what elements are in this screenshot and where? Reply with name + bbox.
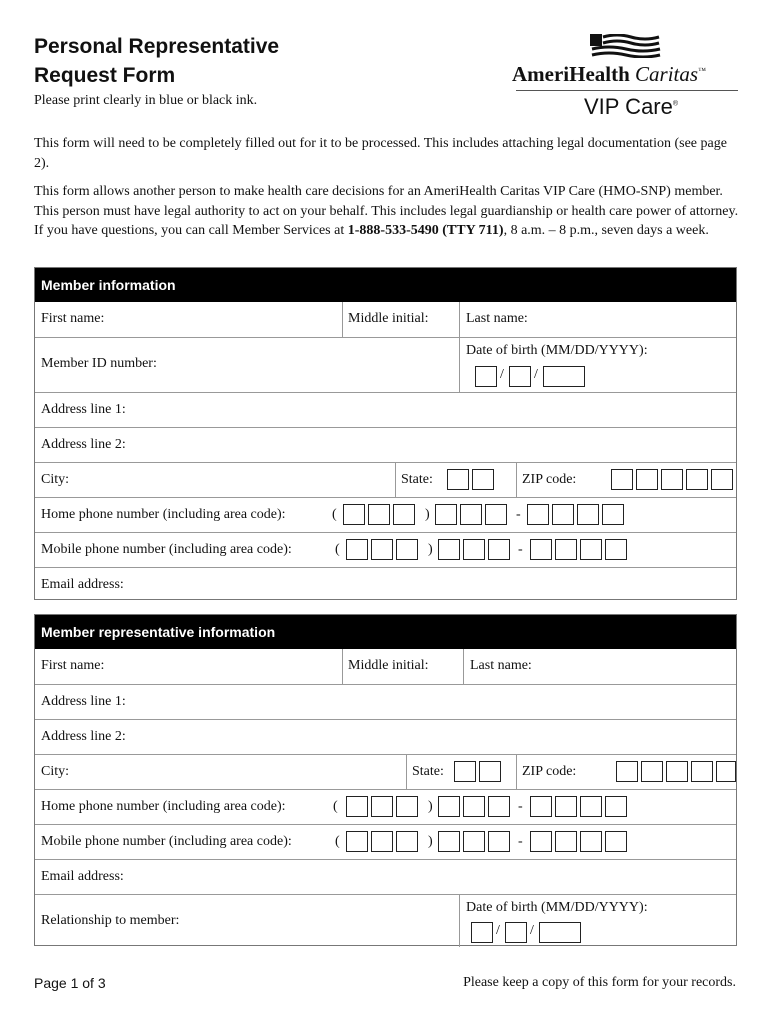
rep-city-field[interactable]: City: — [41, 764, 70, 779]
member-mobile-prefix-box[interactable] — [463, 539, 485, 560]
member-home-line-box[interactable] — [602, 504, 624, 525]
rep-mobile-area-box[interactable] — [371, 831, 393, 852]
member-state-box-2[interactable] — [472, 469, 494, 490]
member-home-area-box[interactable] — [393, 504, 415, 525]
phone-dash: - — [518, 799, 523, 814]
page-subtitle: Please print clearly in blue or black ink. — [34, 93, 258, 108]
logo-trademark: ™ — [698, 66, 706, 75]
member-home-area-box[interactable] — [343, 504, 365, 525]
phone-dash: - — [516, 507, 521, 522]
rep-home-area-box[interactable] — [371, 796, 393, 817]
rep-mobile-prefix-box[interactable] — [438, 831, 460, 852]
intro-text-b: , 8 a.m. – 8 p.m., seven days a week. — [503, 223, 709, 238]
rep-mobile-prefix-box[interactable] — [463, 831, 485, 852]
rep-home-prefix-box[interactable] — [463, 796, 485, 817]
member-name-row — [35, 302, 736, 337]
divider — [342, 302, 343, 337]
member-mobile-line-box[interactable] — [530, 539, 552, 560]
phone-dash: - — [518, 834, 523, 849]
member-city-row — [35, 462, 736, 497]
member-home-prefix-box[interactable] — [435, 504, 457, 525]
logo-brand-bold: AmeriHealth — [512, 62, 630, 86]
member-mobile-phone-row — [35, 532, 736, 567]
member-state-box-1[interactable] — [447, 469, 469, 490]
logo-brand-italic: Caritas — [635, 62, 699, 86]
divider — [516, 755, 517, 789]
open-paren: ( — [333, 799, 338, 814]
divider — [516, 463, 517, 497]
member-mobile-line-box[interactable] — [555, 539, 577, 560]
member-home-line-box[interactable] — [577, 504, 599, 525]
logo-brand — [512, 62, 706, 87]
member-address2-field[interactable]: Address line 2: — [41, 437, 126, 452]
rep-home-line-box[interactable] — [605, 796, 627, 817]
member-address1-row — [35, 392, 736, 427]
divider — [342, 649, 343, 684]
rep-address2-field[interactable]: Address line 2: — [41, 729, 126, 744]
rep-state-box-2[interactable] — [479, 761, 501, 782]
member-mobile-prefix-box[interactable] — [488, 539, 510, 560]
member-mobile-line-box[interactable] — [605, 539, 627, 560]
rep-home-prefix-box[interactable] — [488, 796, 510, 817]
rep-dob-year-box[interactable] — [539, 922, 581, 943]
rep-mobile-line-box[interactable] — [555, 831, 577, 852]
rep-mobile-prefix-box[interactable] — [488, 831, 510, 852]
rep-dob-label: Date of birth (MM/DD/YYYY): — [466, 900, 648, 915]
representative-information-heading: Member representative information — [35, 615, 736, 649]
member-id-row — [35, 337, 736, 392]
member-home-prefix-box[interactable] — [485, 504, 507, 525]
rep-dob-month-box[interactable] — [471, 922, 493, 943]
rep-relationship-field[interactable]: Relationship to member: — [41, 913, 180, 928]
member-email-field[interactable]: Email address: — [41, 577, 124, 592]
rep-mobile-phone-row — [35, 824, 736, 859]
rep-mobile-line-box[interactable] — [580, 831, 602, 852]
logo-vip-text: VIP Care — [584, 94, 673, 119]
member-id-field[interactable]: Member ID number: — [41, 356, 157, 371]
member-dob-label: Date of birth (MM/DD/YYYY): — [466, 343, 648, 358]
ameri-health-caritas-logo — [512, 34, 740, 124]
rep-address2-row — [35, 719, 736, 754]
date-separator: / — [496, 923, 500, 938]
representative-information-section — [34, 614, 737, 946]
rep-email-field[interactable]: Email address: — [41, 869, 124, 884]
member-dob-day-box[interactable] — [509, 366, 531, 387]
date-separator: / — [500, 367, 504, 382]
open-paren: ( — [332, 507, 337, 522]
member-dob-year-box[interactable] — [543, 366, 585, 387]
member-zip-box[interactable] — [661, 469, 683, 490]
member-mobile-area-box[interactable] — [396, 539, 418, 560]
member-information-heading: Member information — [35, 268, 736, 302]
title-line-1: Personal Representative — [34, 35, 280, 58]
intro-paragraph-1: This form will need to be completely filled out for it to be processed. This includes attaching legal documentation (see page 2). — [34, 136, 727, 171]
divider — [459, 895, 460, 947]
member-home-line-box[interactable] — [552, 504, 574, 525]
close-paren: ) — [428, 799, 433, 814]
intro-text-a: This form allows another person to make health care decisions for an AmeriHealth Caritas VIP Care (HMO-SNP) member. This person must have legal authority to act on your behalf. This includes legal guardianship or health care power of attorney. If you have questions, you can call Member Services at — [34, 184, 739, 238]
logo-vip-mark: ® — [672, 100, 679, 108]
footer-note: Please keep a copy of this form for your records. — [463, 975, 736, 990]
rep-zip-label: ZIP code: — [522, 764, 577, 779]
divider — [463, 649, 464, 684]
divider — [406, 755, 407, 789]
rep-mobile-line-box[interactable] — [605, 831, 627, 852]
rep-mobile-area-box[interactable] — [346, 831, 368, 852]
rep-mobile-area-box[interactable] — [396, 831, 418, 852]
member-mobile-prefix-box[interactable] — [438, 539, 460, 560]
rep-home-prefix-box[interactable] — [438, 796, 460, 817]
member-zip-box[interactable] — [611, 469, 633, 490]
member-home-phone-label: Home phone number (including area code): — [41, 507, 286, 522]
date-separator: / — [534, 367, 538, 382]
rep-email-row — [35, 859, 736, 894]
close-paren: ) — [428, 542, 433, 557]
rep-home-line-box[interactable] — [580, 796, 602, 817]
rep-dob-day-box[interactable] — [505, 922, 527, 943]
member-services-phone: 1-888-533-5490 (TTY 711) — [347, 223, 504, 238]
divider — [459, 338, 460, 392]
logo-vip — [584, 94, 678, 120]
rep-home-phone-label: Home phone number (including area code): — [41, 799, 286, 814]
rep-zip-box[interactable] — [616, 761, 638, 782]
member-mobile-area-box[interactable] — [371, 539, 393, 560]
member-home-line-box[interactable] — [527, 504, 549, 525]
member-middle-initial-field[interactable]: Middle initial: — [348, 311, 429, 326]
rep-home-line-box[interactable] — [555, 796, 577, 817]
rep-home-area-box[interactable] — [346, 796, 368, 817]
member-state-label: State: — [401, 472, 433, 487]
page-title — [34, 32, 279, 90]
date-separator: / — [530, 923, 534, 938]
rep-city-row — [35, 754, 736, 789]
open-paren: ( — [335, 834, 340, 849]
rep-name-row — [35, 649, 736, 684]
phone-dash: - — [518, 542, 523, 557]
member-information-section — [34, 267, 737, 600]
member-mobile-phone-label: Mobile phone number (including area code): — [41, 542, 292, 557]
title-line-2: Request Form — [34, 64, 176, 87]
rep-home-phone-row — [35, 789, 736, 824]
rep-zip-box[interactable] — [691, 761, 713, 782]
rep-zip-box[interactable] — [716, 761, 736, 782]
member-address2-row — [35, 427, 736, 462]
close-paren: ) — [428, 834, 433, 849]
intro-paragraph-2 — [34, 182, 739, 241]
rep-mobile-phone-label: Mobile phone number (including area code): — [41, 834, 292, 849]
member-first-name-field[interactable]: First name: — [41, 311, 105, 326]
rep-first-name-field[interactable]: First name: — [41, 658, 105, 673]
member-mobile-line-box[interactable] — [580, 539, 602, 560]
rep-state-box-1[interactable] — [454, 761, 476, 782]
page-number: Page 1 of 3 — [34, 975, 106, 991]
member-dob-month-box[interactable] — [475, 366, 497, 387]
member-email-row — [35, 567, 736, 602]
rep-last-name-field[interactable]: Last name: — [470, 658, 532, 673]
member-home-prefix-box[interactable] — [460, 504, 482, 525]
rep-address1-row — [35, 684, 736, 719]
member-mobile-area-box[interactable] — [346, 539, 368, 560]
member-zip-box[interactable] — [711, 469, 733, 490]
rep-home-area-box[interactable] — [396, 796, 418, 817]
open-paren: ( — [335, 542, 340, 557]
logo-divider — [516, 90, 738, 91]
rep-relationship-row — [35, 894, 736, 947]
member-last-name-field[interactable]: Last name: — [466, 311, 528, 326]
rep-zip-box[interactable] — [641, 761, 663, 782]
rep-state-label: State: — [412, 764, 444, 779]
rep-address1-field[interactable]: Address line 1: — [41, 694, 126, 709]
member-address1-field[interactable]: Address line 1: — [41, 402, 126, 417]
member-city-field[interactable]: City: — [41, 472, 70, 487]
flag-icon — [590, 34, 662, 58]
rep-middle-initial-field[interactable]: Middle initial: — [348, 658, 429, 673]
divider — [395, 463, 396, 497]
member-zip-box[interactable] — [636, 469, 658, 490]
member-zip-label: ZIP code: — [522, 472, 577, 487]
member-zip-box[interactable] — [686, 469, 708, 490]
rep-home-line-box[interactable] — [530, 796, 552, 817]
rep-mobile-line-box[interactable] — [530, 831, 552, 852]
close-paren: ) — [425, 507, 430, 522]
divider — [459, 302, 460, 337]
member-home-area-box[interactable] — [368, 504, 390, 525]
rep-zip-box[interactable] — [666, 761, 688, 782]
member-home-phone-row — [35, 497, 736, 532]
